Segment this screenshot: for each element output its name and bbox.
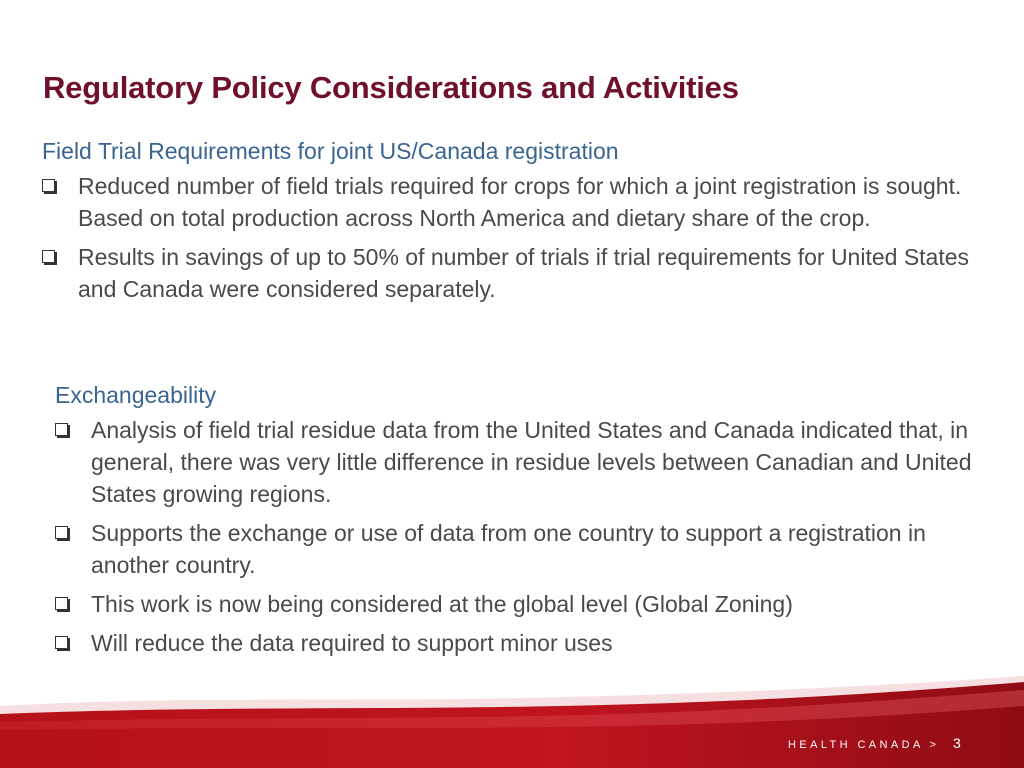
bullet-text: This work is now being considered at the global level (Global Zoning) bbox=[91, 591, 793, 617]
checkbox-bullet-icon bbox=[55, 423, 68, 436]
bullet-text: Supports the exchange or use of data from one country to support a registration in another country. bbox=[91, 520, 926, 578]
list-item bbox=[55, 414, 995, 510]
checkbox-bullet-icon bbox=[42, 179, 55, 192]
list-item bbox=[55, 627, 995, 659]
bullet-list bbox=[55, 414, 995, 659]
bullet-list bbox=[42, 170, 1002, 305]
footer-wave-decoration bbox=[0, 676, 1024, 768]
bullet-text: Will reduce the data required to support minor uses bbox=[91, 630, 613, 656]
bullet-text: Results in savings of up to 50% of number of trials if trial requirements for United States and Canada were considered separately. bbox=[78, 244, 970, 302]
checkbox-bullet-icon bbox=[55, 597, 68, 610]
section-heading: Exchangeability bbox=[55, 382, 217, 408]
list-item bbox=[55, 588, 995, 620]
bullet-text: Reduced number of field trials required for crops for which a joint registration is sought. Based on total production across North America and dietary share of the crop. bbox=[78, 173, 962, 231]
section-heading: Field Trial Requirements for joint US/Canada registration bbox=[42, 138, 619, 164]
list-item bbox=[42, 170, 1002, 234]
bullet-text: Analysis of field trial residue data from the United States and Canada indicated that, in general, there was very little difference in residue levels between Canadian and United States growing regions. bbox=[91, 417, 972, 507]
list-item bbox=[42, 241, 1002, 305]
checkbox-bullet-icon bbox=[55, 526, 68, 539]
checkbox-bullet-icon bbox=[42, 250, 55, 263]
footer-brand: HEALTH CANADA > bbox=[788, 739, 940, 751]
list-item bbox=[55, 517, 995, 581]
checkbox-bullet-icon bbox=[55, 636, 68, 649]
field-trial-section bbox=[42, 136, 1002, 312]
exchangeability-section bbox=[55, 380, 995, 666]
slide-title: Regulatory Policy Considerations and Activities bbox=[43, 70, 739, 105]
page-number: 3 bbox=[953, 735, 961, 751]
